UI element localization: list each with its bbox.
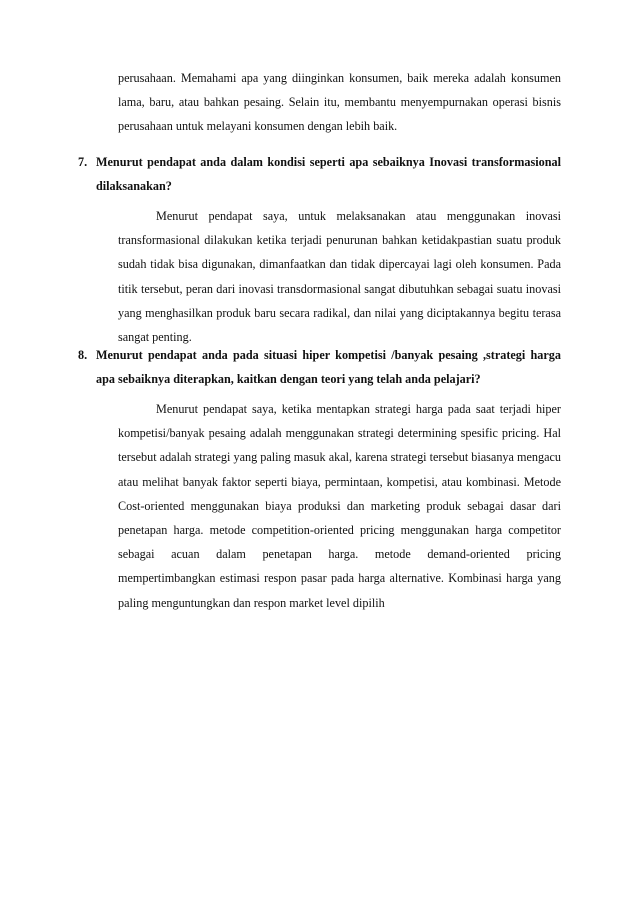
question-7-number: 7. xyxy=(78,155,88,169)
answer-7 xyxy=(118,204,561,349)
answer-8 xyxy=(118,397,561,615)
question-8-text: Menurut pendapat anda pada situasi hiper kompetisi /banyak pesaing ,strategi harga apa sebaiknya diterapkan, kaitkan dengan teori yang telah anda pelajari? xyxy=(96,348,561,387)
answer-7-text: Menurut pendapat saya, untuk melaksanakan atau menggunakan inovasi transformasional dilakukan ketika terjadi penurunan bahkan ketidakpastian suatu produk sudah tidak bisa digunakan, dimanfaatkan dan tidak dipercayai lagi oleh konsumen. Pada titik tersebut, peran dari inovasi transdormasional sangat dibutuhkan sebagai suatu inovasi yang menghasilkan produk baru secara radikal, dan nilai yang diciptakannya begitu terasa sangat penting. xyxy=(118,209,561,345)
intro-paragraph xyxy=(118,66,561,139)
question-8-number: 8. xyxy=(78,348,88,362)
question-7 xyxy=(78,150,561,198)
question-7-text: Menurut pendapat anda dalam kondisi seperti apa sebaiknya Inovasi transformasional dilaksanakan? xyxy=(96,155,561,194)
question-8 xyxy=(78,343,561,391)
intro-text: perusahaan. Memahami apa yang diinginkan konsumen, baik mereka adalah konsumen lama, baru, atau bahkan pesaing. Selain itu, membantu menyempurnakan operasi bisnis perusahaan untuk melayani konsumen dengan lebih baik. xyxy=(118,71,561,134)
answer-8-text: Menurut pendapat saya, ketika mentapkan strategi harga pada saat terjadi hiper kompetisi/banyak pesaing adalah menggunakan strategi determining spesific pricing. Hal tersebut adalah strategi yang paling masuk akal, karena strategi tersebut biasanya mengacu atau melihat banyak faktor seperti biaya, permintaan, kompetisi, atau kombinasi. Metode Cost-oriented menggunakan biaya produksi dan marketing produk sebagai dasar dari penetapan harga. metode competition-oriented pricing menggunakan harga competitor sebagai acuan dalam penetapan harga. metode demand-oriented pricing mempertimbangkan estimasi respon pasar pada harga alternative. Kombinasi harga yang paling menguntungkan dan respon market level dipilih xyxy=(118,402,561,610)
